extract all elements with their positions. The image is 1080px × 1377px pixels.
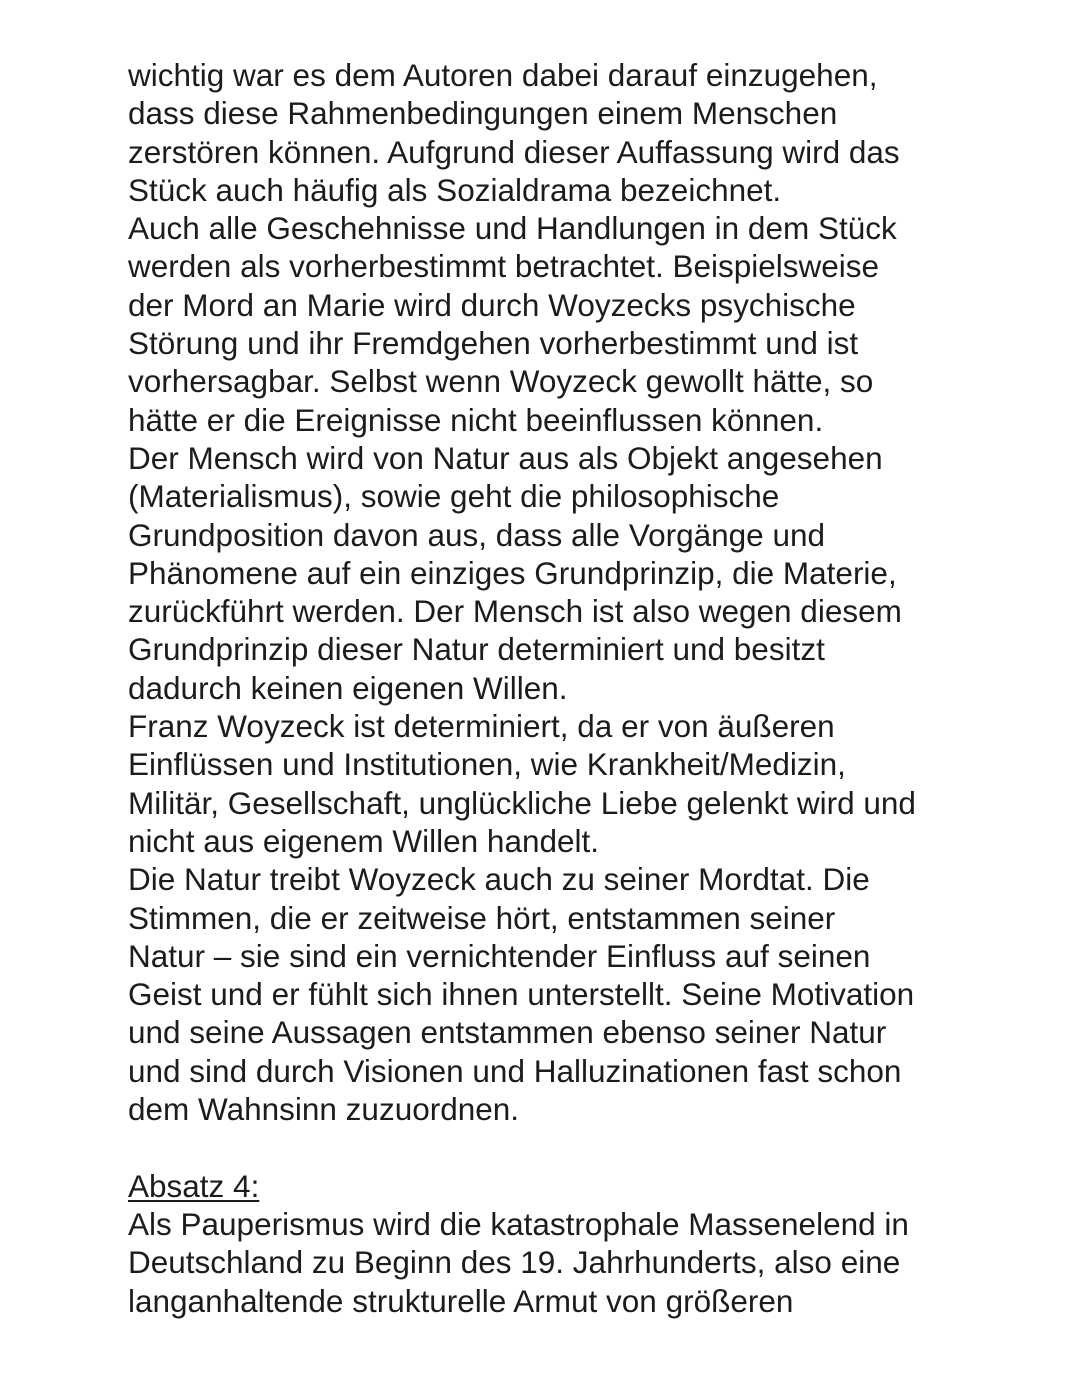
text-line: (Materialismus), sowie geht die philosophische — [128, 478, 780, 515]
text-line: Auch alle Geschehnisse und Handlungen in dem Stück — [128, 210, 897, 247]
text-line: Die Natur treibt Woyzeck auch zu seiner Mordtat. Die — [128, 861, 870, 898]
text-line: und seine Aussagen entstammen ebenso seiner Natur — [128, 1014, 887, 1051]
text-line: der Mord an Marie wird durch Woyzecks psychische — [128, 286, 856, 323]
text-line: Störung und ihr Fremdgehen vorherbestimmt und ist — [128, 325, 859, 362]
text-line: langanhaltende strukturelle Armut von größeren — [128, 1282, 794, 1319]
paragraph-determiniert — [128, 707, 1008, 860]
text-line: zurückführt werden. Der Mensch ist also wegen diesem — [128, 593, 902, 630]
text-line: Der Mensch wird von Natur aus als Objekt angesehen — [128, 439, 883, 476]
section-heading: Absatz 4: — [128, 1167, 260, 1204]
text-line: hätte er die Ereignisse nicht beeinflussen können. — [128, 401, 824, 438]
text-line: wichtig war es dem Autoren dabei darauf einzugehen, — [128, 57, 878, 93]
paragraph-mordtat — [128, 860, 1008, 1128]
text-line: vorhersagbar. Selbst wenn Woyzeck gewollt hätte, so — [128, 363, 874, 400]
paragraph-vorherbestimmt — [128, 209, 1008, 439]
text-line: Franz Woyzeck ist determiniert, da er von äußeren — [128, 708, 835, 745]
paragraph-pauperismus — [128, 1205, 1008, 1320]
text-line: Natur – sie sind ein vernichtender Einfluss auf seinen — [128, 937, 871, 974]
text-line: Als Pauperismus wird die katastrophale Massenelend in — [128, 1205, 909, 1242]
text-line: Einflüssen und Institutionen, wie Krankheit/Medizin, — [128, 746, 846, 783]
blank-line — [128, 1128, 1008, 1166]
text-line: nicht aus eigenem Willen handelt. — [128, 822, 600, 859]
text-line: und sind durch Visionen und Halluzinationen fast schon — [128, 1052, 902, 1089]
paragraph-rahmenbedingungen — [128, 56, 1008, 209]
text-line: werden als vorherbestimmt betrachtet. Beispielsweise — [128, 248, 880, 285]
text-line: dem Wahnsinn zuzuordnen. — [128, 1091, 520, 1128]
document-body — [128, 56, 1008, 1320]
text-line: dadurch keinen eigenen Willen. — [128, 669, 568, 706]
text-line: Stück auch häufig als Sozialdrama bezeichnet. — [128, 171, 782, 208]
text-line: Phänomene auf ein einziges Grundprinzip, die Materie, — [128, 554, 897, 591]
text-line: Militär, Gesellschaft, unglückliche Liebe gelenkt wird und — [128, 784, 916, 821]
text-line: Stimmen, die er zeitweise hört, entstammen seiner — [128, 899, 836, 936]
text-line: Grundposition davon aus, dass alle Vorgänge und — [128, 516, 825, 553]
text-line: Deutschland zu Beginn des 19. Jahrhunderts, also eine — [128, 1244, 901, 1281]
section-heading-line — [128, 1167, 1008, 1205]
text-line: dass diese Rahmenbedingungen einem Menschen — [128, 95, 838, 132]
text-line: Grundprinzip dieser Natur determiniert und besitzt — [128, 631, 825, 668]
paragraph-materialismus — [128, 439, 1008, 707]
text-line: Geist und er fühlt sich ihnen unterstellt. Seine Motivation — [128, 976, 915, 1013]
text-line: zerstören können. Aufgrund dieser Auffassung wird das — [128, 133, 900, 170]
